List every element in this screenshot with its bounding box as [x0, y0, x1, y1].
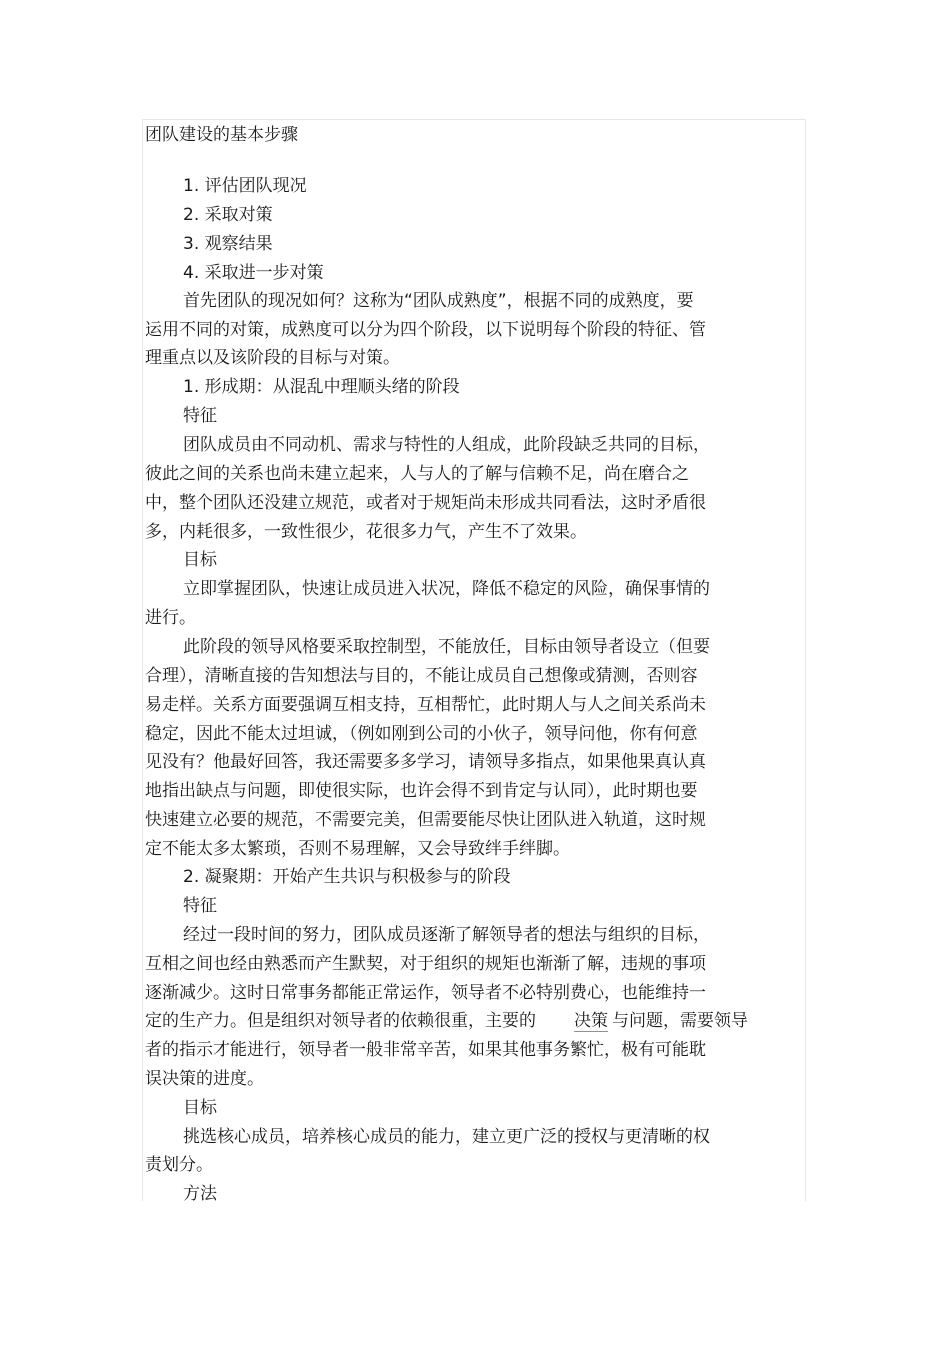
stage1-heading: 1. 形成期：从混乱中理顺头绪的阶段 — [183, 377, 460, 397]
stage1-goal-text: 立即掌握团队，快速让成员进入状况，降低不稳定的风险，确保事情的 — [183, 579, 710, 599]
decision-link[interactable]: 决策 — [574, 1011, 608, 1031]
stage2-goal-label: 目标 — [183, 1098, 217, 1118]
stage2-feature-text: 逐渐减少。这时日常事务都能正常运作，领导者不必特别费心，也能维持一 — [145, 983, 706, 1003]
stage1-goal-text: 进行。 — [145, 608, 196, 628]
step-item: 4. 采取进一步对策 — [183, 263, 324, 283]
stage2-feature-text: 经过一段时间的努力，团队成员逐渐了解领导者的想法与组织的目标， — [183, 925, 710, 945]
stage2-feature-text: 互相之间也经由熟悉而产生默契，对于组织的规矩也渐渐了解，违规的事项 — [145, 954, 706, 974]
stage1-feature-label: 特征 — [183, 406, 217, 426]
stage1-style-text: 见没有？他最好回答，我还需要多多学习，请领导多指点，如果他果真认真 — [145, 752, 706, 772]
stage1-feature-text: 中，整个团队还没建立规范，或者对于规矩尚未形成共同看法，这时矛盾很 — [145, 493, 706, 513]
stage1-style-text: 易走样。关系方面要强调互相支持，互相帮忙，此时期人与人之间关系尚未 — [145, 695, 706, 715]
stage1-feature-text: 团队成员由不同动机、需求与特性的人组成，此阶段缺乏共同的目标， — [183, 435, 710, 455]
stage2-feature-text-before: 定的生产力。但是组织对领导者的依赖很重，主要的 — [145, 1011, 536, 1031]
stage1-style-text: 合理），清晰直接的告知想法与目的，不能让成员自己想像或猜测，否则容 — [145, 666, 698, 686]
stage2-goal-text: 责划分。 — [145, 1155, 213, 1175]
stage1-feature-text: 彼此之间的关系也尚未建立起来，人与人的了解与信赖不足，尚在磨合之 — [145, 464, 689, 484]
step-item: 2. 采取对策 — [183, 205, 273, 225]
intro-paragraph: 理重点以及该阶段的目标与对策。 — [145, 348, 400, 368]
stage1-goal-label: 目标 — [183, 550, 217, 570]
stage2-goal-text: 挑选核心成员，培养核心成员的能力，建立更广泛的授权与更清晰的权 — [183, 1127, 710, 1147]
stage1-style-text: 快速建立必要的规范，不需要完美，但需要能尽快让团队进入轨道，这时规 — [145, 810, 706, 830]
intro-paragraph: 运用不同的对策，成熟度可以分为四个阶段，以下说明每个阶段的特征、管 — [145, 320, 706, 340]
stage2-feature-text-after: 与问题，需要领导 — [612, 1011, 748, 1031]
stage1-style-text: 地指出缺点与问题，即使很实际，也许会得不到肯定与认同），此时期也要 — [145, 781, 698, 801]
intro-paragraph: 首先团队的现况如何？这称为“团队成熟度”，根据不同的成熟度，要 — [183, 291, 694, 311]
step-item: 3. 观察结果 — [183, 234, 273, 254]
document-title: 团队建设的基本步骤 — [145, 125, 298, 145]
stage2-feature-text: 误决策的进度。 — [145, 1069, 264, 1089]
stage1-feature-text: 多，内耗很多，一致性很少，花很多力气，产生不了效果。 — [145, 522, 587, 542]
stage2-method-label: 方法 — [183, 1184, 217, 1201]
stage2-heading: 2. 凝聚期：开始产生共识与积极参与的阶段 — [183, 867, 511, 887]
stage1-style-text: 此阶段的领导风格要采取控制型，不能放任，目标由领导者设立（但要 — [183, 637, 710, 657]
stage2-feature-text-with-link — [145, 1011, 748, 1031]
step-item: 1. 评估团队现况 — [183, 176, 307, 196]
stage2-feature-text: 者的指示才能进行，领导者一般非常辛苦，如果其他事务繁忙，极有可能耽 — [145, 1040, 706, 1060]
document-page — [142, 119, 806, 1201]
stage2-feature-label: 特征 — [183, 896, 217, 916]
stage1-style-text: 稳定，因此不能太过坦诚，（例如刚到公司的小伙子，领导问他，你有何意 — [145, 724, 698, 744]
stage1-style-text: 定不能太多太繁琐，否则不易理解，又会导致绊手绊脚。 — [145, 839, 570, 859]
